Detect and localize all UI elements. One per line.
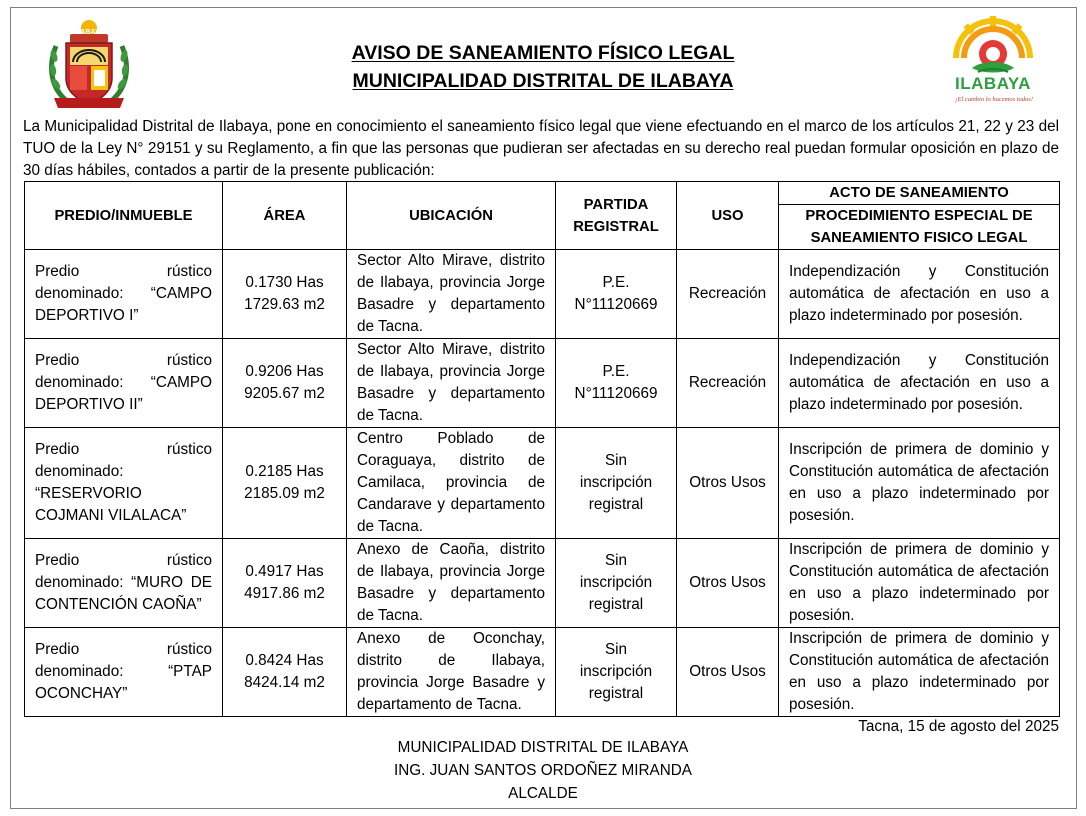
cell-ubicacion: Sector Alto Mirave, distrito de Ilabaya, provincia Jorge Basadre y departamento de Tacna. <box>347 339 556 428</box>
table-row <box>25 539 1060 628</box>
cell-acto: Inscripción de primera de dominio y Constitución automática de afectación en uso a plazo indeterminado por posesión. <box>779 428 1060 539</box>
cell-predio: Predio rústico denominado: “PTAP OCONCHAY” <box>25 628 223 717</box>
cell-predio: Predio rústico denominado: “CAMPO DEPORTIVO II” <box>25 339 223 428</box>
right-logo-tagline: ¡El cambio lo hacemos todos! <box>955 96 1033 103</box>
cell-uso: Otros Usos <box>677 539 779 628</box>
header-partida: PARTIDA REGISTRAL <box>556 182 677 250</box>
cell-ubicacion: Centro Poblado de Coraguaya, distrito de Camilaca, provincia de Candarave y departamento de Tacna. <box>347 428 556 539</box>
cell-partida: Sin inscripción registral <box>556 539 677 628</box>
sanitation-table <box>24 181 1060 717</box>
cell-ubicacion: Anexo de Oconchay, distrito de Ilabaya, provincia Jorge Basadre y departamento de Tacna. <box>347 628 556 717</box>
coat-of-arms-banner-text: ILABAYA <box>74 29 104 36</box>
document-title: AVISO DE SANEAMIENTO FÍSICO LEGAL <box>351 42 735 64</box>
cell-area <box>223 428 347 539</box>
cell-area-m2: 9205.67 m2 <box>244 385 325 402</box>
cell-partida: P.E. N°11120669 <box>556 250 677 339</box>
signature-role: ALCALDE <box>508 785 578 802</box>
cell-predio: Predio rústico denominado: “RESERVORIO COJMANI VILALACA” <box>25 428 223 539</box>
cell-area-has: 0.9206 Has <box>245 363 324 380</box>
cell-uso: Recreación <box>677 250 779 339</box>
cell-ubicacion: Anexo de Caoña, distrito de Ilabaya, provincia Jorge Basadre y departamento de Tacna. <box>347 539 556 628</box>
table-row <box>25 428 1060 539</box>
table-row <box>25 628 1060 717</box>
header-predio: PREDIO/INMUEBLE <box>25 182 223 250</box>
cell-acto: Independización y Constitución automática de afectación en uso a plazo indeterminado por posesión. <box>779 250 1060 339</box>
cell-area-m2: 8424.14 m2 <box>244 674 325 691</box>
cell-partida: P.E. N°11120669 <box>556 339 677 428</box>
cell-area-has: 0.4917 Has <box>245 563 324 580</box>
cell-area-m2: 4917.86 m2 <box>244 585 325 602</box>
header-area: ÁREA <box>223 182 347 250</box>
cell-acto: Inscripción de primera de dominio y Constitución automática de afectación en uso a plazo indeterminado por posesión. <box>779 628 1060 717</box>
right-logo-text: ILABAYA <box>955 74 1031 93</box>
cell-area <box>223 628 347 717</box>
document-date: Tacna, 15 de agosto del 2025 <box>858 718 1059 735</box>
document-subtitle: MUNICIPALIDAD DISTRITAL DE ILABAYA <box>352 70 734 92</box>
cell-area-m2: 2185.09 m2 <box>244 485 325 502</box>
header-procedimiento: PROCEDIMIENTO ESPECIAL DE SANEAMIENTO FISICO LEGAL <box>779 205 1060 250</box>
table-row <box>25 339 1060 428</box>
cell-area-has: 0.8424 Has <box>245 652 324 669</box>
cell-area <box>223 250 347 339</box>
cell-predio: Predio rústico denominado: “CAMPO DEPORTIVO I” <box>25 250 223 339</box>
signature-name: ING. JUAN SANTOS ORDOÑEZ MIRANDA <box>393 762 693 779</box>
cell-uso: Recreación <box>677 339 779 428</box>
cell-acto: Inscripción de primera de dominio y Constitución automática de afectación en uso a plazo indeterminado por posesión. <box>779 539 1060 628</box>
cell-ubicacion: Sector Alto Mirave, distrito de Ilabaya, provincia Jorge Basadre y departamento de Tacna. <box>347 250 556 339</box>
cell-area-has: 0.2185 Has <box>245 463 324 480</box>
cell-predio: Predio rústico denominado: “MURO DE CONTENCIÓN CAOÑA” <box>25 539 223 628</box>
cell-area-m2: 1729.63 m2 <box>244 296 325 313</box>
cell-area <box>223 539 347 628</box>
cell-partida: Sin inscripción registral <box>556 628 677 717</box>
cell-partida: Sin inscripción registral <box>556 428 677 539</box>
cell-uso: Otros Usos <box>677 428 779 539</box>
cell-area-has: 0.1730 Has <box>245 274 324 291</box>
signature-institution: MUNICIPALIDAD DISTRITAL DE ILABAYA <box>397 739 689 756</box>
intro-paragraph: La Municipalidad Distrital de Ilabaya, pone en conocimiento el saneamiento físico legal que viene efectuando en el marco de los artículos 21, 22 y 23 del TUO de la Ley N° 29151 y su Reglamento, a fin que las personas que pudieran ser afectadas en su derecho real puedan formular oposición en plazo de 30 días hábiles, contados a partir de la presente publicación: <box>23 118 1059 179</box>
cell-area <box>223 339 347 428</box>
cell-acto: Independización y Constitución automática de afectación en uso a plazo indeterminado por posesión. <box>779 339 1060 428</box>
header-acto: ACTO DE SANEAMIENTO <box>779 182 1060 205</box>
header-uso: USO <box>677 182 779 250</box>
table-row <box>25 250 1060 339</box>
header-ubicacion: UBICACIÓN <box>347 182 556 250</box>
cell-uso: Otros Usos <box>677 628 779 717</box>
